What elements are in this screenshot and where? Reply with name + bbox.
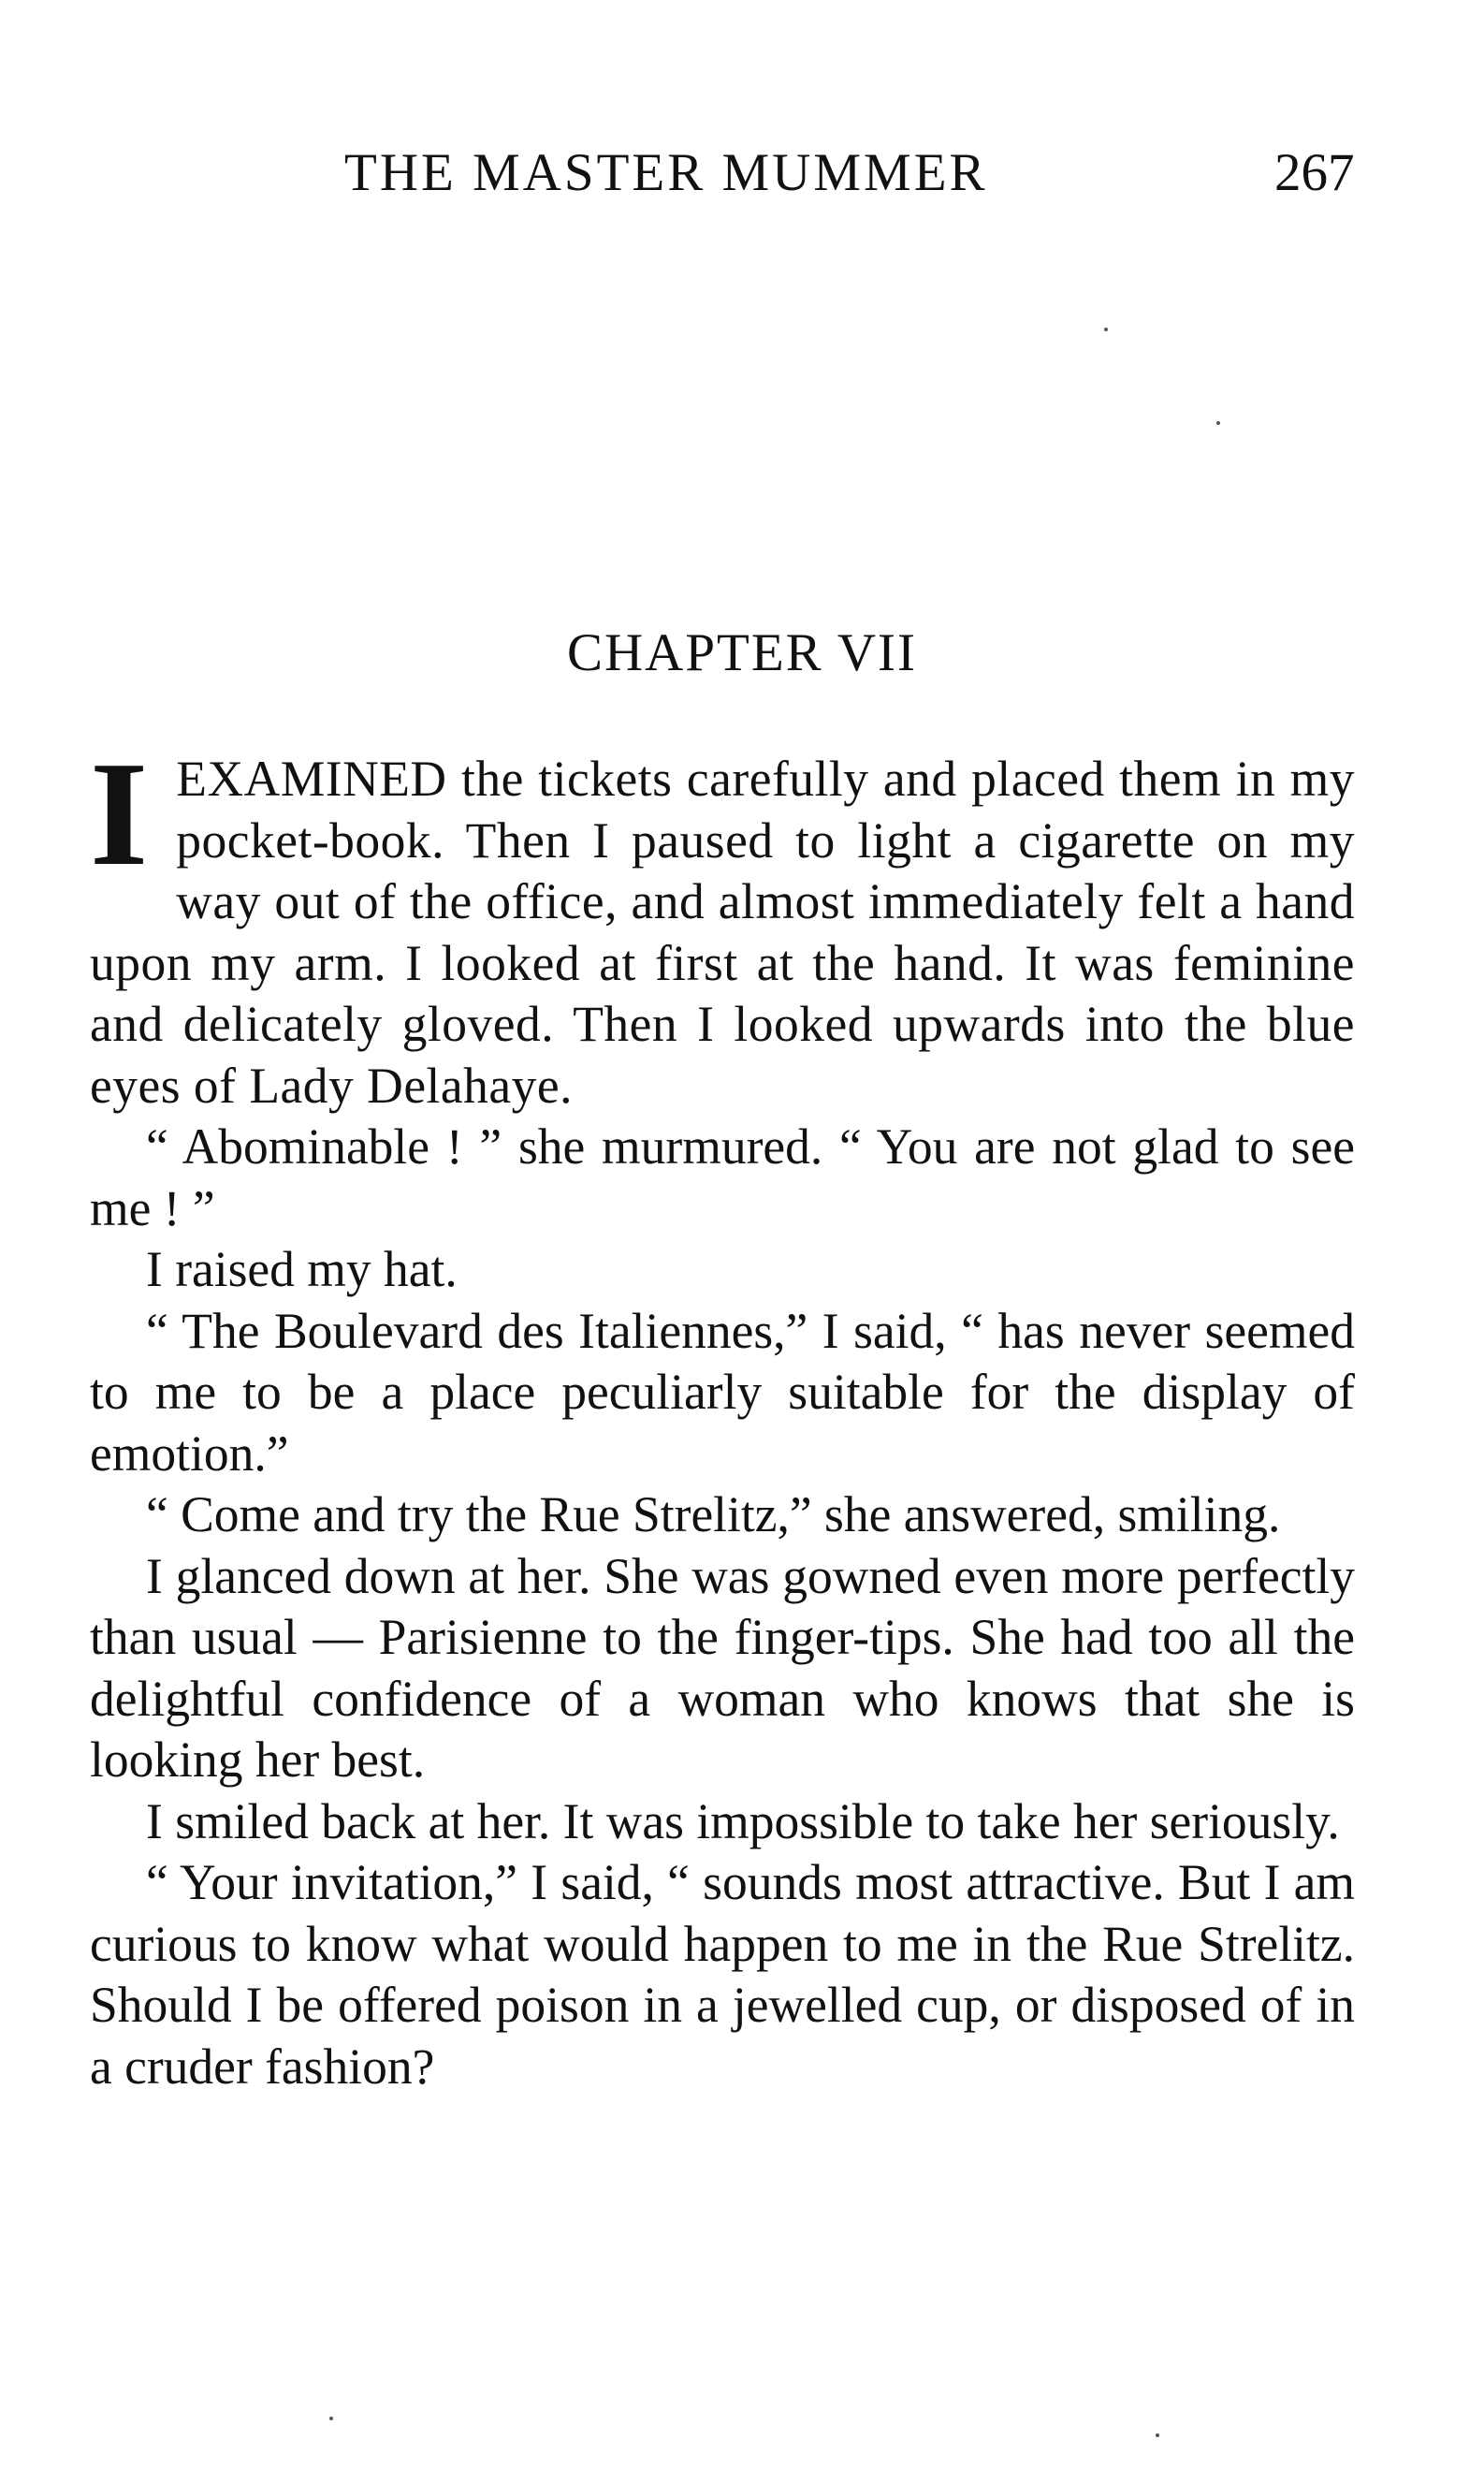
page-number: 267 (1274, 143, 1355, 202)
body-text (90, 730, 1355, 2097)
chapter-heading: CHAPTER VII (566, 623, 918, 682)
paper-speck (1216, 421, 1220, 425)
paragraph: “ Come and try the Rue Strelitz,” she answered, smiling. (146, 1486, 1281, 1542)
paper-speck (1104, 328, 1108, 331)
paragraph: “ The Boulevard des Italiennes,” I said, “ has never seemed to me to be a place peculiarly suitable for the display of emotion.” (90, 1302, 1355, 1482)
paragraph: I raised my hat. (146, 1241, 458, 1297)
paragraph: “ Your invitation,” I said, “ sounds most attractive. But I am curious to know what would happen to me in the Rue Strelitz. Should I be offered poison in a jewelled cup, or disposed of in a cruder fashion? (90, 1854, 1355, 2095)
paper-speck (1156, 2433, 1159, 2437)
paragraph: “ Abominable ! ” she murmured. “ You are not glad to see me ! ” (90, 1118, 1355, 1236)
page-header (0, 140, 1484, 206)
paragraph: I smiled back at her. It was impossible to take her seriously. (146, 1792, 1340, 1849)
drop-cap: I (90, 730, 149, 897)
paragraph-text: EXAMINED the tickets carefully and placed them in my pocket-book. Then I paused to light a cigarette on my way out of the office, and almost immediately felt a hand upon my arm. I looked at first at the hand. It was feminine and delicately gloved. Then I looked upwards into the blue eyes of Lady Delahaye. (90, 751, 1355, 1114)
paragraph: I glanced down at her. She was gowned even more perfectly than usual — Parisienne to the finger-tips. She had too all the delightful confidence of a woman who knows that she is looking her best. (90, 1547, 1355, 1788)
running-title: THE MASTER MUMMER (344, 143, 988, 202)
paragraph (90, 730, 1355, 1117)
paper-speck (329, 2417, 333, 2420)
